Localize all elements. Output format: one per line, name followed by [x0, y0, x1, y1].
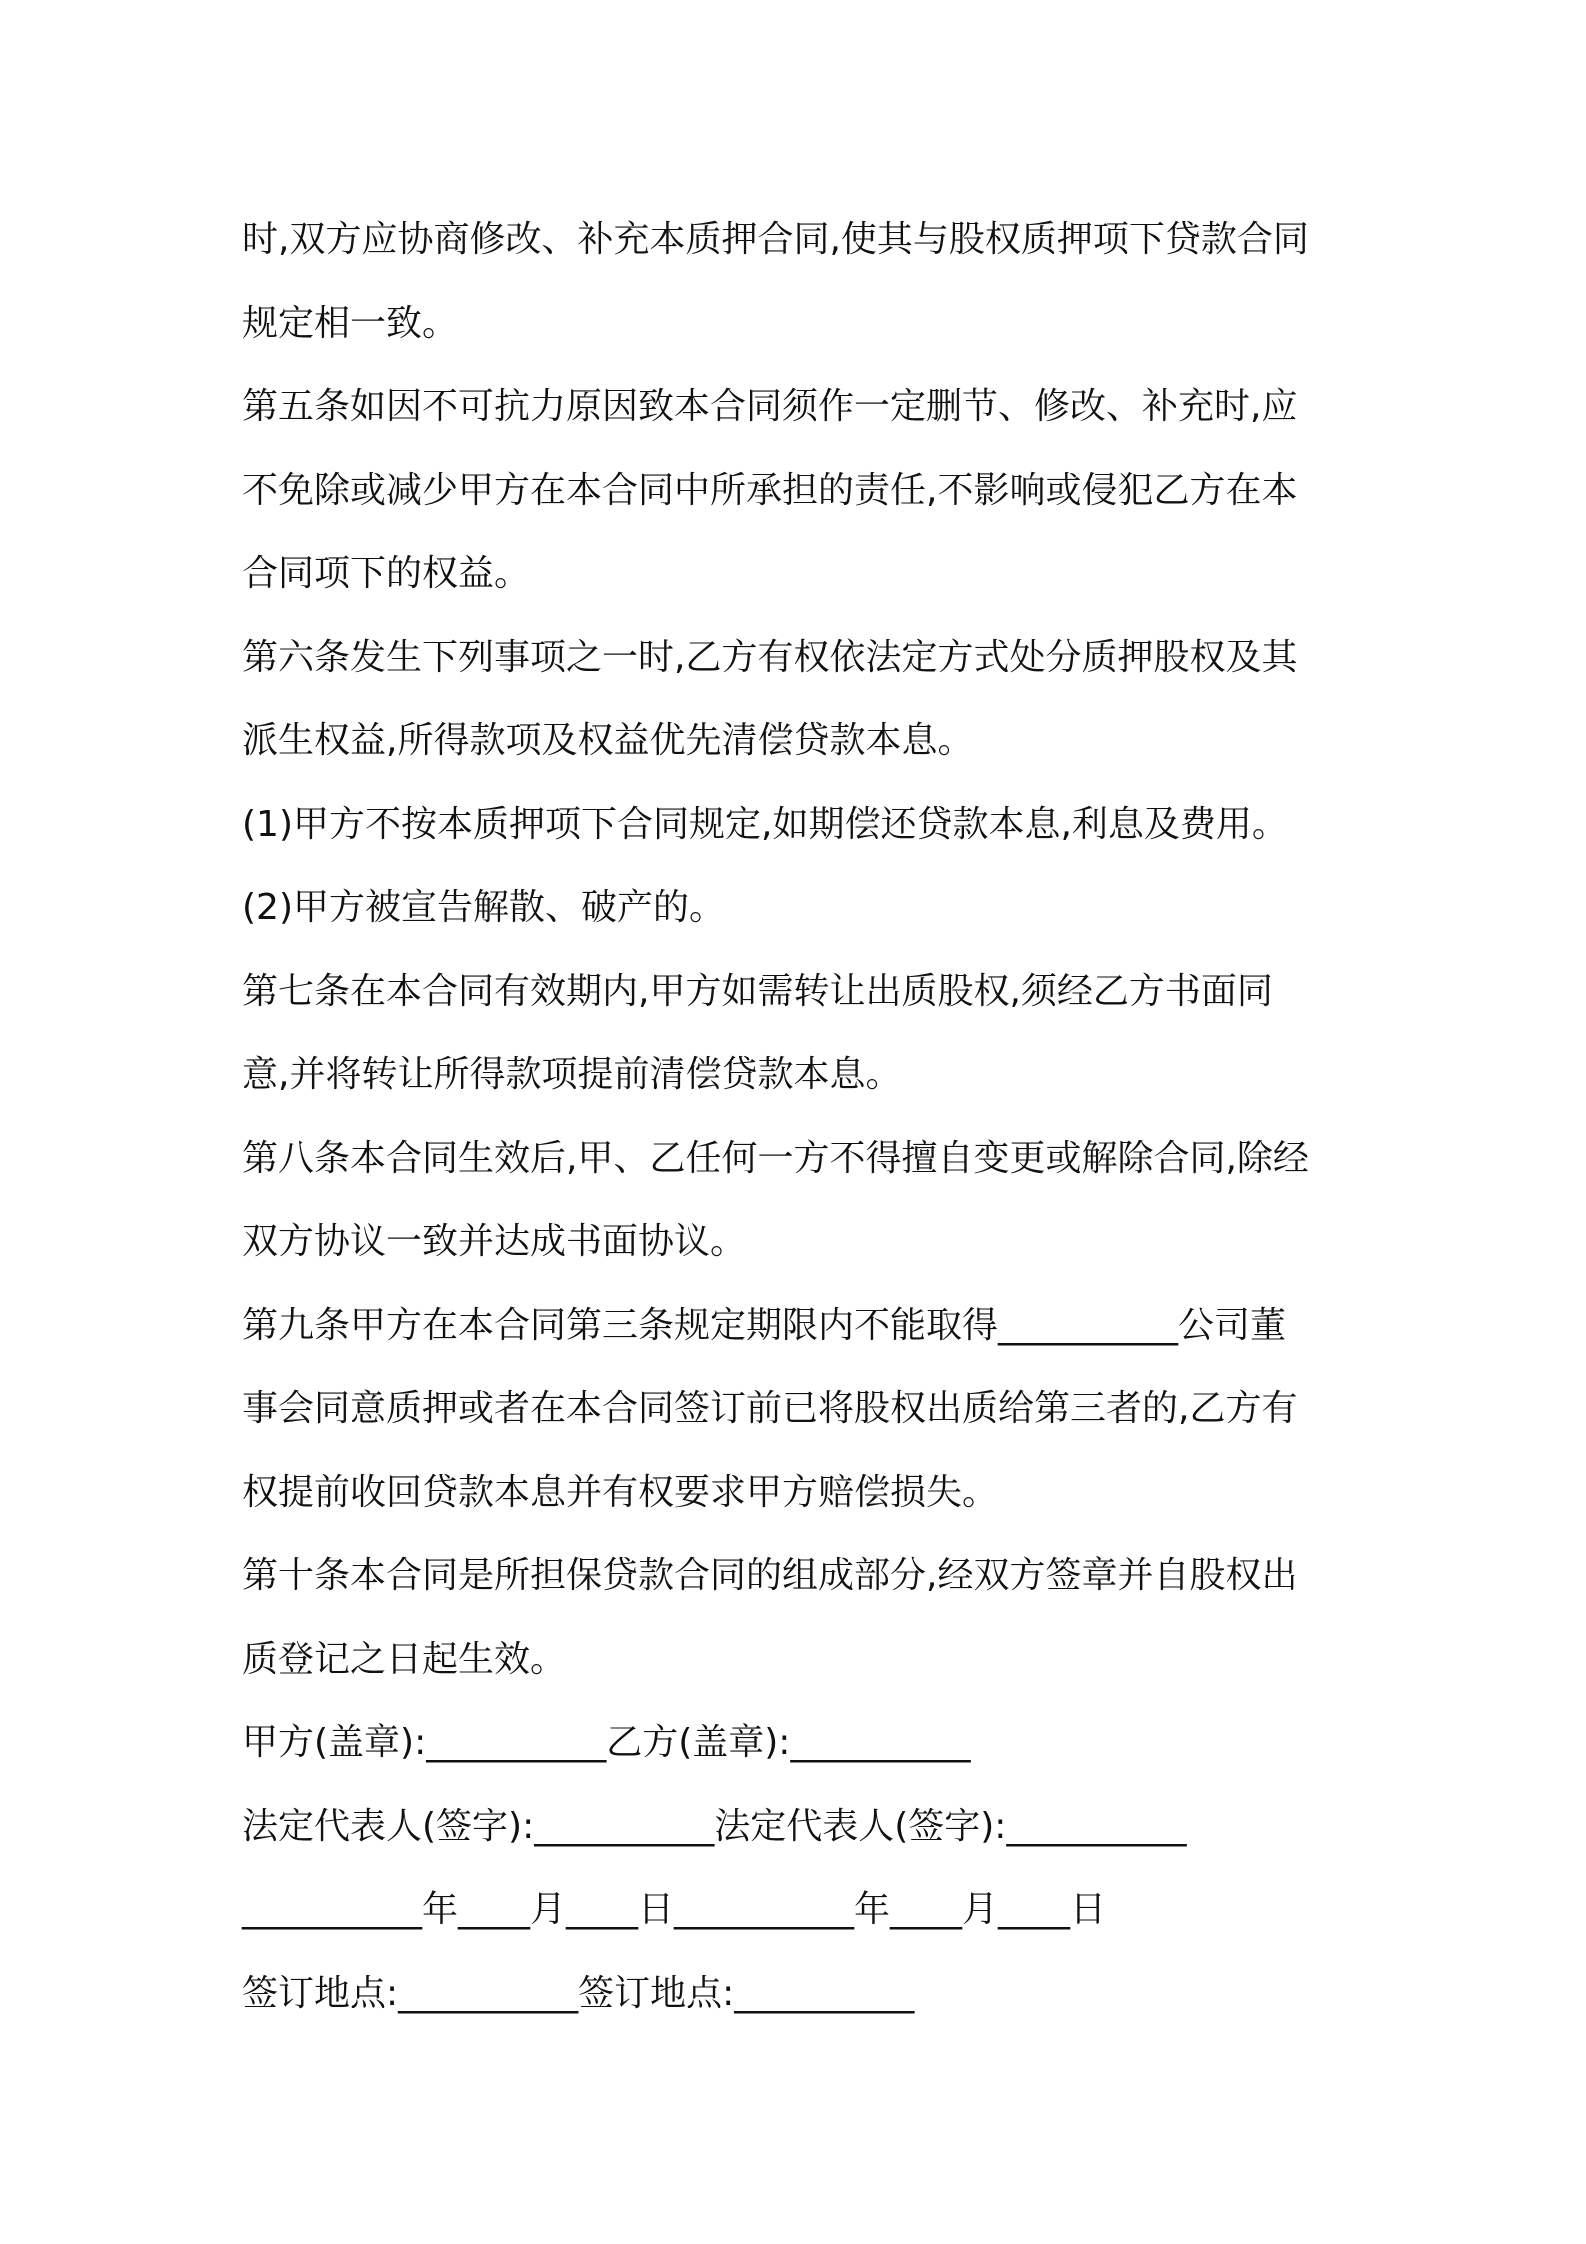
text-line: 合同项下的权益。: [242, 553, 531, 594]
text-line: 派生权益,所得款项及权益优先清偿贷款本息。: [242, 720, 974, 761]
text-line: 质登记之日起生效。: [242, 1638, 567, 1680]
text-line: 权提前收回贷款本息并有权要求甲方赔偿损失。: [242, 1471, 999, 1513]
text-line: 事会同意质押或者在本合同签订前已将股权出质给第三者的,乙方有: [242, 1388, 1298, 1429]
text-line: 时,双方应协商修改、补充本质押合同,使其与股权质押项下贷款合同: [242, 219, 1309, 260]
text-line: (1)甲方不按本质押项下合同规定,如期偿还贷款本息,利息及费用。: [242, 803, 1288, 845]
text-line: 第八条本合同生效后,甲、乙任何一方不得擅自变更或解除合同,除经: [242, 1137, 1309, 1179]
text-line: 第六条发生下列事项之一时,乙方有权依法定方式处分质押股权及其: [242, 636, 1298, 678]
text-line: 意,并将转让所得款项提前清偿贷款本息。: [242, 1054, 902, 1095]
signature-line-representative: 法定代表人(签字):__________法定代表人(签字):__________: [242, 1805, 1187, 1847]
text-line: (2)甲方被宣告解散、破产的。: [242, 887, 725, 928]
text-line: 双方协议一致并达成书面协议。: [242, 1221, 747, 1262]
text-line: 第五条如因不可抗力原因致本合同须作一定删节、修改、补充时,应: [242, 386, 1298, 427]
text-line: 第七条在本合同有效期内,甲方如需转让出质股权,须经乙方书面同: [242, 970, 1273, 1012]
text-line: 不免除或减少甲方在本合同中所承担的责任,不影响或侵犯乙方在本: [242, 469, 1298, 511]
signature-line-location: 签订地点:__________签订地点:__________: [242, 1972, 915, 2014]
text-line: 第九条甲方在本合同第三条规定期限内不能取得__________公司董: [242, 1304, 1287, 1346]
signature-line-seal: 甲方(盖章):__________乙方(盖章):__________: [242, 1722, 971, 1763]
text-line: 第十条本合同是所担保贷款合同的组成部分,经双方签章并自股权出: [242, 1555, 1298, 1596]
document-body: [242, 198, 1352, 2035]
signature-line-date: __________年____月____日__________年____月____日: [242, 1889, 1106, 1930]
text-line: 规定相一致。: [242, 302, 459, 344]
